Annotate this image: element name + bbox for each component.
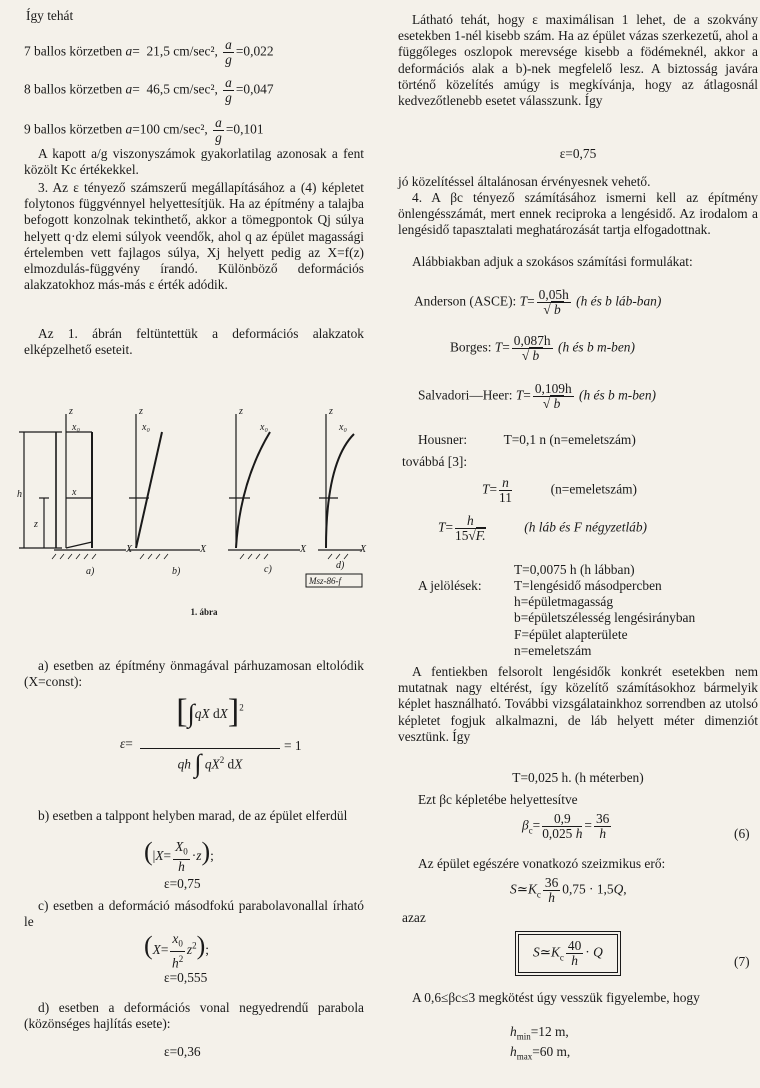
tovabba: továbbá [3]: xyxy=(402,454,468,469)
svg-text:x₀: x₀ xyxy=(339,422,347,433)
svg-text:x₀: x₀ xyxy=(260,422,268,433)
legend-item: b=épületszélesség lengésirányban xyxy=(514,610,696,626)
zone-accel: 46,5 cm/sec², xyxy=(146,81,218,97)
paragraph: 4. A βc tényező számításához ismerni kell az építmény önlengésszámát, mert ennek reciproka a lengésidő. Az irodalom a lengésidő tapasztalati meghatározását tartja elfogadottnak. xyxy=(398,190,758,238)
equation-b: (|X= $\frac{X_0}{h}$ ·z); xyxy=(144,836,214,874)
constraint-text: A 0,6≤βc≤3 megkötést úgy vesszük figyelembe, hogy xyxy=(412,990,700,1005)
igy-tehat: Így tehát xyxy=(26,8,74,23)
formula-note: (h láb és F négyzetláb) xyxy=(524,519,648,535)
svg-text:d): d) xyxy=(336,560,345,571)
equation-6: $\beta_c=$ $\frac{0,9}{0,025 h}$ = $\frac{36}{h}$ xyxy=(522,811,610,841)
paragraph: Az 1. ábrán feltüntettük a deformációs alakzatok elképzelhető eseteit. xyxy=(24,326,364,358)
equation-c: (X= $\frac{x_0}{h^2}$ $z^2$); xyxy=(144,931,209,971)
formula-name: Anderson (ASCE): xyxy=(414,293,517,309)
zone-label: 9 ballos körzetben xyxy=(24,121,123,137)
svg-text:z: z xyxy=(34,519,38,530)
equation-6-number: (6) xyxy=(734,826,750,841)
svg-text:b): b) xyxy=(172,566,181,577)
zone-accel: 100 cm/sec², xyxy=(139,121,208,137)
hmin-row: $h_{min}=12$ m, xyxy=(510,1024,569,1042)
formula-name: Housner: xyxy=(418,432,468,447)
case-c-text: c) esetben a deformáció másodfokú parabolavonallal írható le xyxy=(24,898,364,930)
zone-row: 9 ballos körzetben a=100 cm/sec², $\frac{a}{g}$ =0,101 xyxy=(24,115,264,145)
paragraph: Alábbiakban adjuk a szokásos számítási formulákat: xyxy=(412,254,693,269)
formula-housner xyxy=(418,432,636,448)
legend-item: n=emeletszám xyxy=(514,642,592,658)
svg-text:z: z xyxy=(239,406,243,417)
t-metric: T=0,025 h. (h méterben) xyxy=(512,770,644,785)
formula-borges: Borges: T= $\frac{0,087h}{√ b}$ (h és b m-ben) xyxy=(450,333,635,363)
formula-name: Salvadori—Heer: xyxy=(418,387,513,403)
equation-7-number: (7) xyxy=(734,954,750,969)
equation-c-value: ε=0,555 xyxy=(164,970,208,985)
svg-text:x₀: x₀ xyxy=(72,422,80,433)
case-d-text: d) esetben a deformációs vonal negyedrendű parabola (közönséges hajlítás esete): xyxy=(24,1000,364,1032)
svg-text:x₀: x₀ xyxy=(142,422,150,433)
legend-label: A jelölések: xyxy=(418,578,482,593)
formula-name: Borges: xyxy=(450,339,492,355)
legend-list xyxy=(514,578,758,659)
svg-text:z: z xyxy=(139,406,143,417)
azaz-text: azaz xyxy=(402,910,426,925)
paragraph: Látható tehát, hogy ε maximálisan 1 lehet, de a szokvány esetekben 1-nél kisebb szám. Ha az épület vázas szerkezetű, ahol a függőleges oszlopok merevsége kisebb a födémeknél, akkor a deformációs alak a b)-nek megfelelő lesz. A biztosság javára történő közelítés amúgy is megkívánja, hogy az átlagosnál kedvezőtlenebb esetet válasszunk. Így xyxy=(398,12,758,109)
zone-ratio: =0,022 xyxy=(235,43,274,59)
formula-t-h: T= $\frac{h}{15√F.}$ (h láb és F négyzetláb) xyxy=(438,513,648,543)
seismic-text: Az épület egészére vonatkozó szeizmikus erő: xyxy=(418,856,666,871)
formula-equation: T=0,1 n (n=emeletszám) xyxy=(503,432,636,447)
paragraph: A kapott a/g viszonyszámok gyakorlatilag azonosak a fent közölt Kc értékekkel. xyxy=(24,146,364,178)
svg-text:h: h xyxy=(17,489,22,500)
svg-text:a): a) xyxy=(86,566,95,577)
legend-item: T=lengésidő másodpercben xyxy=(514,578,662,593)
paragraph: jó közelítéssel általánosan érvényesnek vehető. xyxy=(398,174,651,189)
zone-accel: 21,5 cm/sec², xyxy=(146,43,218,59)
case-b-text: b) esetben a talppont helyben marad, de az épület elferdül xyxy=(38,808,348,823)
svg-text:z: z xyxy=(329,406,333,417)
zone-ratio: =0,101 xyxy=(225,121,264,137)
case-a-text: a) esetben az építmény önmagával párhuzamosan eltolódik (X=const): xyxy=(24,658,364,690)
figure-caption: 1. ábra xyxy=(190,607,218,617)
zone-label: 7 ballos körzetben xyxy=(24,43,123,59)
zone-row: 8 ballos körzetben a= 46,5 cm/sec², $\frac{a}{g}$ =0,047 xyxy=(24,75,274,105)
formula-numerator: 0,05h xyxy=(538,287,569,302)
svg-text:c): c) xyxy=(264,564,272,575)
formula-note: (h és b m-ben) xyxy=(557,339,635,355)
equation-a: ε= [∫qX dX]$^2$ qh ∫ $qX^2$ dX = 1 xyxy=(120,693,302,779)
formula-anderson: Anderson (ASCE): T= $\frac{0,05h}{√ b}$ (h és b láb-ban) xyxy=(414,287,662,317)
zone-label: 8 ballos körzetben xyxy=(24,81,123,97)
formula-t-n: T= $\frac{n}{11}$ (n=emeletszám) xyxy=(482,475,638,505)
svg-text:X: X xyxy=(126,544,133,555)
legend-item: h=épületmagasság xyxy=(514,594,614,610)
zone-row: 7 ballos körzetben a= 21,5 cm/sec², $\frac{a}{g}$ =0,022 xyxy=(24,37,274,67)
deformation-figure xyxy=(14,402,367,620)
svg-text:X: X xyxy=(300,544,307,555)
legend-item: F=épület alapterülete xyxy=(514,626,628,642)
formula-numerator: 0,109h xyxy=(534,381,572,396)
figure-stamp: Msz-86-f xyxy=(309,576,341,586)
hmax-row: $h_{max}=60$ m, xyxy=(510,1044,571,1062)
formula-note: (h és b m-ben) xyxy=(579,387,656,403)
svg-text:z: z xyxy=(69,406,73,417)
svg-text:x: x xyxy=(72,487,77,498)
formula-salvadori: Salvadori—Heer: T= $\frac{0,109h}{√ b}$ (h és b m-ben) xyxy=(418,381,656,411)
equation-d-value: ε=0,36 xyxy=(164,1044,201,1059)
hmax-value: =60 m, xyxy=(532,1044,571,1059)
seismic-equation: $S≃K_c$ $\frac{36}{h}$ 0,75 · 1,5Q, xyxy=(510,875,627,905)
equation-b-value: ε=0,75 xyxy=(164,876,201,891)
formula-note: (n=emeletszám) xyxy=(550,481,638,497)
formula-note: (h és b láb-ban) xyxy=(576,293,662,309)
epsilon-value: ε=0,75 xyxy=(559,146,597,161)
equation-7-box: $S≃K_c$ $\frac{40}{h}$ · Q xyxy=(518,934,618,973)
paragraph: 3. Az ε tényező számszerű megállapításához a (4) képletet folytonos függvénnyel helyettesítjük. Ha az építmény a talajba befogott konzolnak tekinthető, akkor a tömegpontok Qj súlya helyett q·dz elemi súlyok veendők, ahol q az épület magassági értelemben vett fajlagos súlya, Xj helyett pedig az X=f(z) elmozdulás-függvény írandó. Különböző deformációs alakzatokhoz más-más ε érték adódik. xyxy=(24,180,364,293)
zone-ratio: =0,047 xyxy=(235,81,274,97)
formula-numerator: 0,087h xyxy=(513,333,551,348)
paragraph: A fentiekben felsorolt lengésidők konkrét esetekben nem mutatnak nagy eltérést, így közelítő számításokhoz bármelyik képlet használható. További vizsgálatainkhoz sorrendben az utolsó képletet fogjuk alkalmazni, de láb helyett méter dimenziót vesztünk. Így xyxy=(398,664,758,744)
svg-text:X: X xyxy=(360,544,367,555)
formula-t-last: T=0,0075 h (h lábban) xyxy=(514,562,635,577)
svg-text:X: X xyxy=(200,544,207,555)
ezt-text: Ezt βc képletébe helyettesítve xyxy=(418,792,578,807)
hmin-value: =12 m, xyxy=(530,1024,569,1039)
equation-a-result: = 1 xyxy=(284,738,302,753)
